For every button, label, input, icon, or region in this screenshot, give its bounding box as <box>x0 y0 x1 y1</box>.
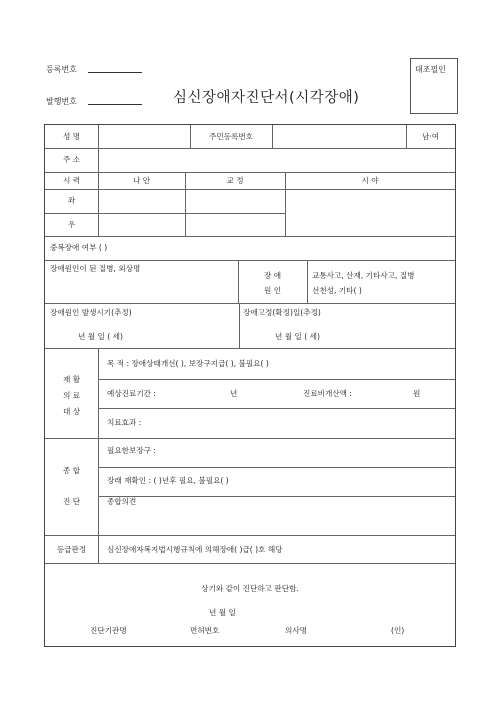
rehab-period-year: 년 <box>230 389 238 398</box>
document-title: 심신장애자진단서(시각장애) <box>173 90 360 106</box>
onset-date: 년 월 일 ( 세) <box>78 332 123 341</box>
duplicate-disability-label: 중복장애 여부 ( ) <box>50 243 108 252</box>
rehab-effect-label: 치료효과 : <box>107 418 142 427</box>
registration-number-field[interactable] <box>88 63 142 73</box>
rehab-period-label: 예상진료기간 : <box>107 389 156 398</box>
fixed-date: 년 월 일 ( 세) <box>275 332 320 341</box>
right-eye-label: 우 <box>67 220 76 229</box>
right-naked-field[interactable] <box>99 214 184 235</box>
rrn-label: 주민등록번호 <box>208 132 253 141</box>
naked-eye-header: 나 안 <box>132 176 151 185</box>
rehab-purpose: 목 적 : 장애상태개선( ), 보장구지급( ), 불필요( ) <box>107 359 269 368</box>
institution-label: 진단기관명 <box>90 626 127 635</box>
cause-options-line2: 선천성, 기타( ) <box>312 286 362 295</box>
declaration: 상기와 같이 진단하고 판단함. <box>201 584 299 593</box>
issue-number-field[interactable] <box>88 95 142 105</box>
rehab-label-3: 대 상 <box>62 407 81 416</box>
disease-label: 장애원인이 된 질병, 외상명 <box>50 264 141 273</box>
cause-label-line1: 장 애 <box>263 271 282 280</box>
required-aids-label: 필요한보장구 : <box>107 446 156 455</box>
cause-label-line2: 원 인 <box>263 286 282 295</box>
verification-stamp-box <box>410 58 458 114</box>
address-field[interactable] <box>99 149 454 171</box>
name-label: 성 명 <box>62 132 81 141</box>
visual-field-area[interactable] <box>286 190 454 235</box>
overall-opinion-label: 종합의견 <box>107 497 137 506</box>
address-label: 주 소 <box>62 155 81 164</box>
left-eye-label: 좌 <box>67 196 76 205</box>
verification-stamp-label: 대조필인 <box>415 65 446 74</box>
overall-label-1: 종 합 <box>62 466 81 475</box>
grade-label: 등급판정 <box>56 545 87 554</box>
doctor-label: 의사명 <box>285 626 308 635</box>
registration-number-label: 등록번호 <box>46 65 77 74</box>
rrn-field[interactable] <box>273 126 405 147</box>
fixed-date-label: 장애고정(확정)일(추정) <box>243 308 321 317</box>
rehab-cost-label: 진료비개산액 : <box>303 389 352 398</box>
right-corrected-field[interactable] <box>186 214 284 235</box>
rehab-cost-unit: 원 <box>413 389 421 398</box>
left-naked-field[interactable] <box>99 190 184 212</box>
rehab-label-1: 재 활 <box>62 375 81 384</box>
issue-number-label: 발행번호 <box>46 97 77 106</box>
left-corrected-field[interactable] <box>186 190 284 212</box>
rehab-label-2: 의 료 <box>62 391 81 400</box>
onset-label: 장애원인 발생시기(추정) <box>50 308 132 317</box>
name-field[interactable] <box>99 126 189 147</box>
visual-field-header: 시 야 <box>361 176 379 185</box>
seal-mark: (인) <box>391 626 405 635</box>
signature-date: 년 월 일 <box>209 608 236 617</box>
license-label: 면허번호 <box>190 626 220 635</box>
sex-selector[interactable]: 남·여 <box>421 132 440 141</box>
cause-options-line1: 교통사고, 산재, 기타사고, 질병 <box>312 271 415 280</box>
grade-text: 심신장애자복지법시행규칙에 의해장애( )급( )호 해당 <box>107 545 283 554</box>
vision-label: 시 력 <box>62 176 81 185</box>
diagnosis-form <box>44 124 456 647</box>
corrected-header: 교 정 <box>226 176 244 185</box>
recheck-label: 장래 재확인 : ( )년후 필요, 불필요( ) <box>107 476 229 485</box>
overall-label-2: 진 단 <box>62 497 81 506</box>
